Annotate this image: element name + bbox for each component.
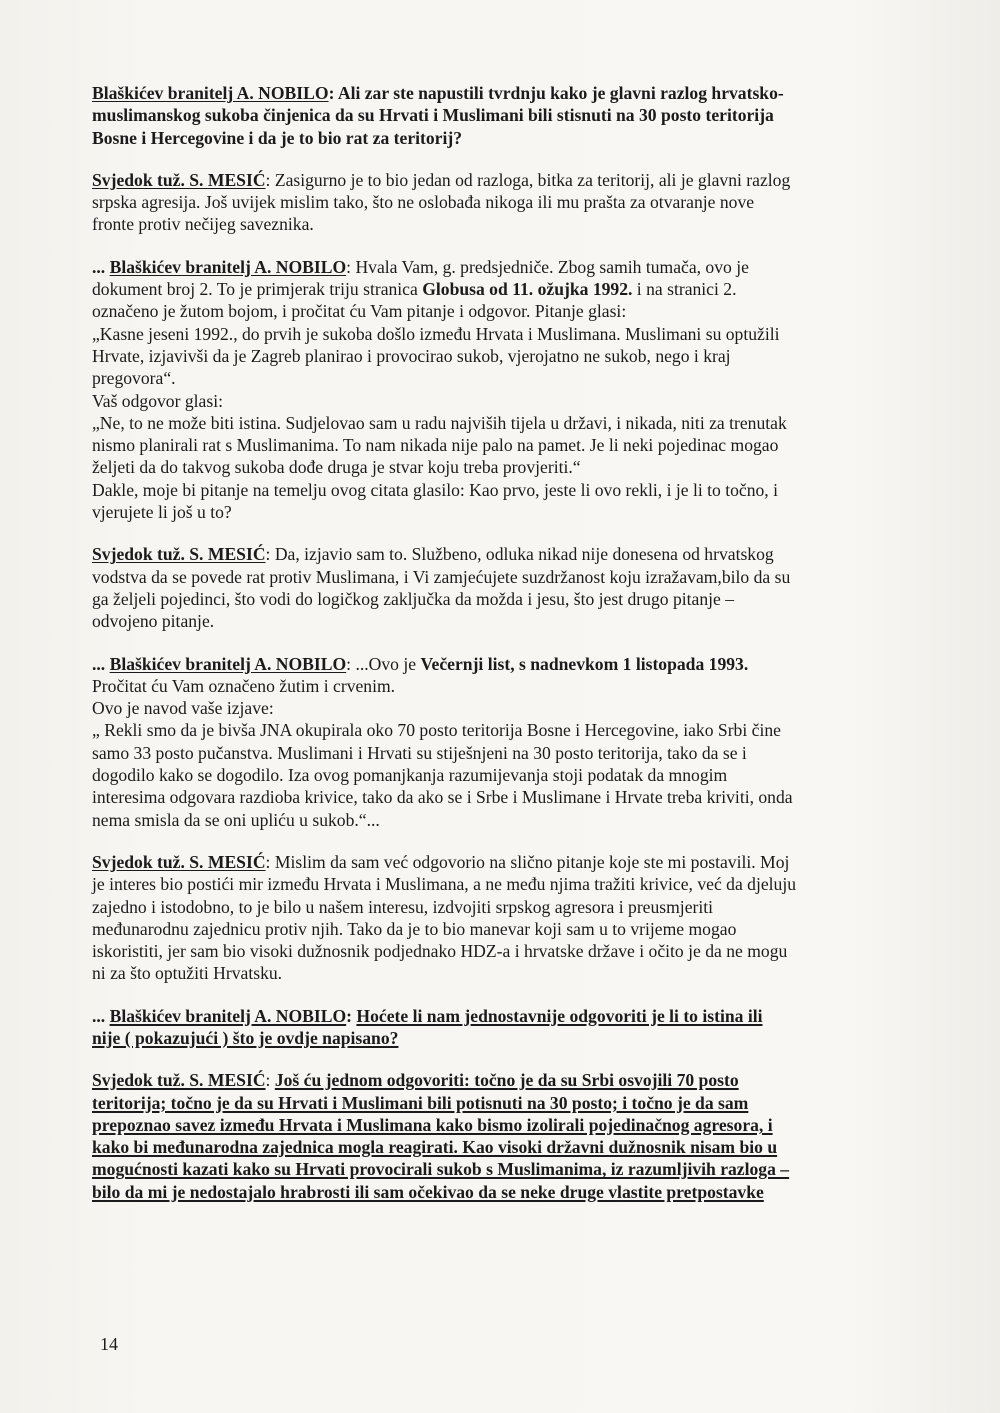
text-line: bilo da mi je nedostajalo hrabrosti ili sam očekivao da se neke druge vlastite pretpostavke <box>92 1181 764 1202</box>
text-line: Mislim da sam već odgovorio na slično pitanje koje ste mi postavili. Moj <box>274 851 790 872</box>
text-line: „Ne, to ne može biti istina. Sudjelovao sam u radu najviših tijela u državi, i nikada, niti za trenutak <box>92 412 787 433</box>
text-line: nije ( pokazujući ) što je ovdje napisano? <box>92 1027 399 1048</box>
ellipsis-prefix: ... <box>92 256 110 277</box>
text-line: dogodilo kako se dogodilo. Iza ovog pomanjkanja razumijevanja stoji podatak da mnogim <box>92 765 728 786</box>
text-line: označeno je žutom bojom, i pročitat ću Vam pitanje i odgovor. Pitanje glasi: <box>92 301 627 322</box>
text-line: zajedno i istodobno, to je bilo u našem interesu, izdvojiti srpskog agresora i preusmjeriti <box>92 896 714 917</box>
question-block: Blaškićev branitelj A. NOBILO: Ali zar ste napustili tvrdnju kako je glavni razlog hrvatsko- muslimanskog sukoba činjenica da su Hrvati i Muslimani bili stisnuti na 30 posto teritorija Bosne i Hercegovine i da je to bio rat za teritorij? <box>92 82 908 149</box>
question-block: ... Blaškićev branitelj A. NOBILO: Hvala Vam, g. predsjedniče. Zbog samih tumača, ovo je dokument broj 2. To je primjerak triju stranica Globusa od 11. ožujka 1992. i na stranici 2. označeno je žutom bojom, i pročitat ću Vam pitanje i odgovor. Pitanje glasi: „Kasne jeseni 1992., do prvih je sukoba došlo između Hrvata i Muslimana. Muslimani su optužili Hrvate, izjavivši da je Zagreb planirao i provocirao sukob, vjerojatno ne sukob, nego i kraj pregovora“. Vaš odgovor glasi: „Ne, to ne može biti istina. Sudjelovao sam u radu najviših tijela u državi, i nikada, niti za trenutak nismo planirali rat s Muslimanima. To nam nikada nije palo na pamet. Je li neki pojedinac mogao željeti da do takvog sukoba dođe druga je stvar koju treba provjeriti.“ Dakle, moje bi pitanje na temelju ovog citata glasilo: Kao prvo, jeste li ovo rekli, i je li to točno, i vjerujete li još u to? <box>92 256 908 524</box>
speaker-label: Svjedok tuž. S. MESIĆ <box>92 544 266 565</box>
text-line: Pročitat ću Vam označeno žutim i crvenim. <box>92 675 396 696</box>
text-line: ga željeli pojedinci, što vodi do logičkog zaključka da možda i jesu, što jest drugo pitanje – <box>92 588 735 609</box>
speaker-label: Blaškićev branitelj A. NOBILO <box>109 653 347 674</box>
answer-block: Svjedok tuž. S. MESIĆ: Mislim da sam već odgovorio na slično pitanje koje ste mi postavili. Moj je interes bio postići mir između Hrvata i Muslimana, a ne među njima tražiti krivice, već da djeluju zajedno i istodobno, to je bilo u našem interesu, izdvojiti srpskog agresora i preusmjeriti međunarodnu zajednicu protiv njih. Tako da je to bio manevar koji sam u to vrijeme mogao iskoristiti, jer sam bio visoki dužnosnik podjednako HDZ-a i hrvatske države i očito je da ne mogu ni za što optužiti Hrvatsku. <box>92 851 908 985</box>
text-line: nema smisla da se oni upliću u sukob.“... <box>92 809 380 830</box>
text-line: kako bi međunarodna zajednica mogla reagirati. Kao visoki državni dužnosnik nisam bio u <box>92 1137 778 1158</box>
text-line: pregovora“. <box>92 368 176 389</box>
text-line: samo 33 posto pučanstva. Muslimani i Hrvati su stiješnjeni na 30 posto teritorija, tako da se i <box>92 742 747 763</box>
text-line: „Kasne jeseni 1992., do prvih je sukoba došlo između Hrvata i Muslimana. Muslimani su optužili <box>92 323 780 344</box>
speaker-label: Svjedok tuž. S. MESIĆ <box>92 1070 266 1091</box>
text-line: srpska agresija. Još uvijek mislim tako, što ne oslobađa nikoga ili mu prašta za otvaranje nove <box>92 192 755 213</box>
text-line: Još ću jednom odgovoriti: točno je da su Srbi osvojili 70 posto <box>274 1070 739 1091</box>
speaker-label: Blaškićev branitelj A. NOBILO <box>92 83 329 103</box>
ellipsis-prefix: ... <box>92 1005 110 1026</box>
text-line: vodstva da se povede rat protiv Muslimana, i Vi zamjećujete suzdržanost koju izražavam,bilo da su <box>92 566 791 587</box>
text-line: Zasigurno je to bio jedan od razloga, bitka za teritorij, ali je glavni razlog <box>274 169 791 190</box>
text-line: „ Rekli smo da je bivša JNA okupirala oko 70 posto teritorija Bosne i Hercegovine, iako Srbi čine <box>92 720 781 741</box>
text-line: dokument broj 2. To je primjerak triju stranica <box>92 279 423 300</box>
text-line: prepoznao savez između Hrvata i Muslimana kako bismo izolirali pojedinačnog agresora, i <box>92 1114 773 1135</box>
text-line: nismo planirali rat s Muslimanima. To nam nikada nije palo na pamet. Je li neki pojedinac mogao <box>92 435 779 456</box>
text-line: ...Ovo je <box>355 653 421 674</box>
speaker-label: Blaškićev branitelj A. NOBILO <box>109 256 347 277</box>
text-line: ni za što optužiti Hrvatsku. <box>92 963 283 984</box>
speaker-label: Blaškićev branitelj A. NOBILO <box>109 1005 347 1026</box>
text-line: Dakle, moje bi pitanje na temelju ovog citata glasilo: Kao prvo, jeste li ovo rekli, i je li to točno, i <box>92 479 778 500</box>
text-line: odvojeno pitanje. <box>92 611 215 632</box>
answer-block: Svjedok tuž. S. MESIĆ: Da, izjavio sam to. Službeno, odluka nikad nije donesena od hrvatskog vodstva da se povede rat protiv Muslimana, i Vi zamjećujete suzdržanost koju izražavam,bilo da su ga željeli pojedinci, što vodi do logičkog zaključka da možda i jesu, što jest drugo pitanje – odvojeno pitanje. <box>92 543 908 632</box>
text-line: Vaš odgovor glasi: <box>92 390 223 411</box>
page-number: 14 <box>100 1334 118 1354</box>
ellipsis-prefix: ... <box>92 653 110 674</box>
text-line: interesima odgovara razdioba krivice, tako da ako se i Srbe i Muslimane i Hrvate treba kriviti, onda <box>92 787 793 808</box>
text-line: Ovo je navod vaše izjave: <box>92 698 274 719</box>
answer-block: Svjedok tuž. S. MESIĆ: Zasigurno je to bio jedan od razloga, bitka za teritorij, ali je glavni razlog srpska agresija. Još uvijek mislim tako, što ne oslobađa nikoga ili mu prašta za otvaranje nove fronte protiv nečijeg saveznika. <box>92 169 908 236</box>
text-line: Ali zar ste napustili tvrdnju kako je glavni razlog hrvatsko- <box>337 83 784 103</box>
text-line: muslimanskog sukoba činjenica da su Hrvati i Muslimani bili stisnuti na 30 posto teritorija <box>92 105 774 126</box>
text-line: vjerujete li još u to? <box>92 502 232 523</box>
source-reference: Večernji list, s nadnevkom 1 listopada 1993. <box>420 653 749 674</box>
speaker-label: Svjedok tuž. S. MESIĆ <box>92 851 266 872</box>
question-block: ... Blaškićev branitelj A. NOBILO: ...Ovo je Večernji list, s nadnevkom 1 listopada 1993. Pročitat ću Vam označeno žutim i crvenim. Ovo je navod vaše izjave: „ Rekli smo da je bivša JNA okupirala oko 70 posto teritorija Bosne i Hercegovine, iako Srbi čine samo 33 posto pučanstva. Muslimani i Hrvati su stiješnjeni na 30 posto teritorija, tako da se i dogodilo kako se dogodilo. Iza ovog pomanjkanja razumijevanja stoji podatak da mnogim interesima odgovara razdioba krivice, tako da ako se i Srbe i Muslimane i Hrvate treba kriviti, onda nema smisla da se oni upliću u sukob.“... <box>92 653 908 831</box>
source-reference: Globusa od 11. ožujka 1992. <box>422 279 633 300</box>
text-line: je interes bio postići mir između Hrvata i Muslimana, a ne među njima tražiti krivice, već da djeluju <box>92 874 797 895</box>
text-line: teritorija; točno je da su Hrvati i Muslimani bili potisnuti na 30 posto; i točno je da sam <box>92 1092 749 1113</box>
answer-block: Svjedok tuž. S. MESIĆ: Još ću jednom odgovoriti: točno je da su Srbi osvojili 70 posto teritorija; točno je da su Hrvati i Muslimani bili potisnuti na 30 posto; i točno je da sam prepoznao savez između Hrvata i Muslimana kako bismo izolirali pojedinačnog agresora, i kako bi međunarodna zajednica mogla reagirati. Kao visoki državni dužnosnik nisam bio u mogućnosti kazati kako su Hrvati provocirali sukob s Muslimanima, iz razumljivih razloga – bilo da mi je nedostajalo hrabrosti ili sam očekivao da se neke druge vlastite pretpostavke <box>92 1070 790 1202</box>
text-line: Da, izjavio sam to. Službeno, odluka nikad nije donesena od hrvatskog <box>274 544 774 565</box>
text-line: željeti da do takvog sukoba dođe druga je stvar koju treba provjeriti.“ <box>92 457 581 478</box>
text-line: i na stranici 2. <box>632 279 737 300</box>
text-line: iskoristiti, jer sam bio visoki dužnosnik podjednako HDZ-a i hrvatske države i očito je da ne mogu <box>92 941 788 962</box>
text-line: međunarodnu zajednicu protiv njih. Tako da je to bio manevar koji sam u to vrijeme mogao <box>92 918 737 939</box>
text-line: Bosne i Hercegovine i da je to bio rat za teritorij? <box>92 127 463 148</box>
text-line: Hrvate, izjavivši da je Zagreb planirao i provocirao sukob, vjerojatno ne sukob, nego i kraj <box>92 345 731 366</box>
text-line: mogućnosti kazati kako su Hrvati provocirali sukob s Muslimanima, iz razumljivih razloga – <box>92 1159 790 1180</box>
question-block: ... Blaškićev branitelj A. NOBILO: Hoćete li nam jednostavnije odgovoriti je li to istina ili nije ( pokazujući ) što je ovdje napisano? <box>92 1005 763 1048</box>
speaker-label: Svjedok tuž. S. MESIĆ <box>92 169 266 190</box>
text-line: Hoćete li nam jednostavnije odgovoriti je li to istina ili <box>356 1005 763 1026</box>
transcript-body <box>92 82 908 1203</box>
text-line: fronte protiv nečijeg saveznika. <box>92 214 314 235</box>
text-line: Hvala Vam, g. predsjedniče. Zbog samih tumača, ovo je <box>355 256 749 277</box>
